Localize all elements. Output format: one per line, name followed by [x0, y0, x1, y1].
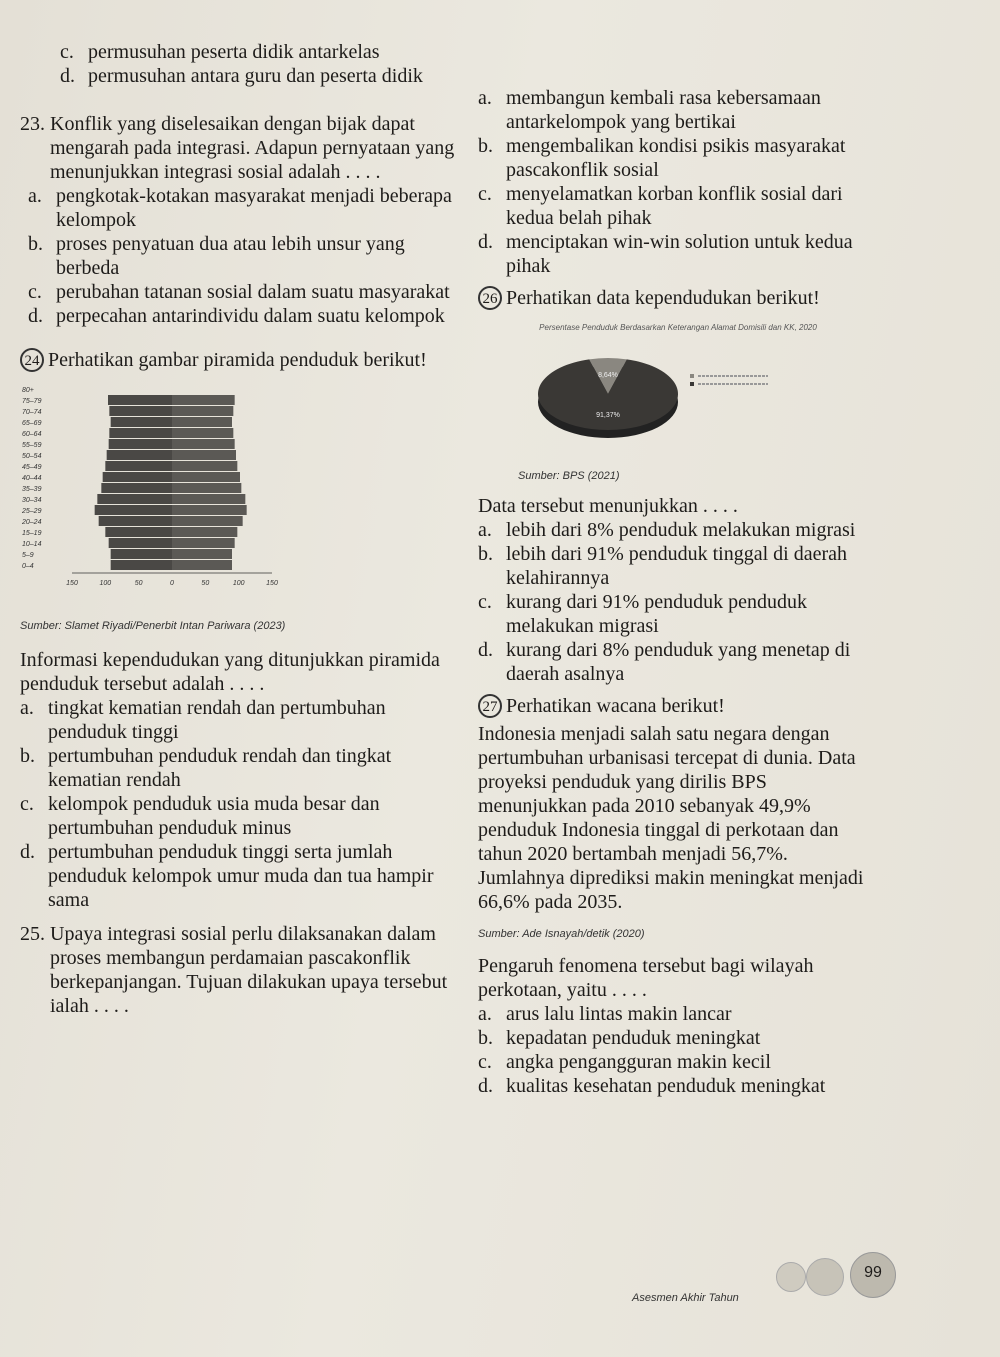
q25-option-c: c. menyelamatkan korban konflik sosial dari kedua belah pihak [478, 183, 843, 229]
question-number-badge: 26 [478, 286, 502, 310]
q23-option-a: a. pengkotak-kotakan masyarakat menjadi beberapa kelompok [28, 185, 452, 231]
question-number-badge: 24 [20, 348, 44, 372]
pyramid-bar-left [111, 417, 172, 427]
migration-pie-chart [518, 344, 818, 454]
pyramid-age-label: 10–14 [22, 541, 42, 548]
decor-circle-icon [806, 1258, 844, 1296]
decor-circle-icon [776, 1262, 806, 1292]
pyramid-tick-label: 0 [170, 580, 174, 587]
question-26: 26 Perhatikan data kependudukan berikut! [478, 286, 878, 310]
question-23: 23. Konflik yang diselesaikan dengan bijak dapat mengarah pada integrasi. Adapun pernyataan yang menunjukkan integrasi sosial adalah . . . . [20, 113, 455, 183]
pyramid-bar-right [172, 527, 237, 537]
pyramid-bar-left [103, 472, 172, 482]
q27-source: Sumber: Ade Isnayah/detik (2020) [478, 928, 645, 940]
pyramid-tick-label: 150 [266, 580, 278, 587]
pie-legend-swatch [690, 382, 694, 386]
pyramid-age-label: 75–79 [22, 398, 42, 405]
pyramid-tick-label: 50 [134, 580, 143, 587]
pyramid-age-label: 55–59 [22, 442, 42, 449]
pyramid-bar-left [109, 538, 172, 548]
q24-option-c: c. kelompok penduduk usia muda besar dan pertumbuhan penduduk minus [20, 793, 380, 839]
pyramid-tick-label: 150 [66, 580, 78, 587]
pyramid-tick-label: 50 [201, 580, 210, 587]
q27-option-d: d. kualitas kesehatan penduduk meningkat [478, 1075, 826, 1097]
pyramid-bar-right [172, 549, 232, 559]
q26-option-b: b. lebih dari 91% penduduk tinggal di daerah kelahirannya [478, 543, 848, 589]
pyramid-bar-left [108, 395, 172, 405]
pyramid-tick-label: 100 [232, 580, 245, 587]
pie-source: Sumber: BPS (2021) [518, 470, 620, 482]
question-number-badge: 27 [478, 694, 502, 718]
pie-slice-label: 91,37% [596, 411, 620, 419]
pyramid-bar-right [172, 516, 243, 526]
pyramid-age-label: 65–69 [22, 420, 42, 427]
q24-option-b: b. pertumbuhan penduduk rendah dan tingkat kematian rendah [20, 745, 392, 791]
pyramid-bar-right [172, 439, 235, 449]
pyramid-age-label: 45–49 [22, 464, 42, 471]
pyramid-age-label: 40–44 [22, 475, 42, 482]
pyramid-bar-left [105, 461, 172, 471]
pyramid-bar-right [172, 461, 237, 471]
population-pyramid-chart [20, 376, 280, 606]
page-number: 99 [864, 1264, 882, 1281]
question-27: 27 Perhatikan wacana berikut! [478, 694, 878, 718]
footer-label: Asesmen Akhir Tahun [632, 1292, 739, 1304]
pie-legend-swatch [690, 374, 694, 378]
pyramid-age-label: 70–74 [22, 409, 42, 416]
q25-option-b: b. mengembalikan kondisi psikis masyarakat pascakonflik sosial [478, 135, 846, 181]
q24-prompt: Informasi kependudukan yang ditunjukkan piramida penduduk tersebut adalah . . . . [20, 649, 440, 695]
q27-option-b: b. kepadatan penduduk meningkat [478, 1027, 761, 1049]
question-24: 24 Perhatikan gambar piramida penduduk berikut! [20, 348, 460, 372]
pyramid-bar-left [99, 516, 172, 526]
pie-slice-label: 8,64% [598, 372, 618, 380]
left-column [20, 40, 460, 1018]
q23-option-d: d. perpecahan antarindividu dalam suatu kelompok [28, 305, 445, 327]
pyramid-bar-right [172, 450, 236, 460]
pyramid-age-label: 5–9 [22, 552, 34, 559]
pyramid-bar-left [105, 527, 172, 537]
pyramid-age-label: 30–34 [22, 497, 42, 504]
q25-option-d: d. menciptakan win-win solution untuk kedua pihak [478, 231, 853, 277]
pyramid-bar-right [172, 417, 232, 427]
pyramid-bar-left [107, 450, 172, 460]
pyramid-bar-right [172, 472, 240, 482]
pyramid-bar-left [111, 560, 172, 570]
q27-option-a: a. arus lalu lintas makin lancar [478, 1003, 732, 1025]
q23-option-b: b. proses penyatuan dua atau lebih unsur yang berbeda [28, 233, 405, 279]
pyramid-bar-left [95, 505, 172, 515]
q25-option-a: a. membangun kembali rasa kebersamaan antarkelompok yang bertikai [478, 87, 821, 133]
pyramid-age-label: 15–19 [22, 530, 42, 537]
pyramid-bar-left [109, 406, 172, 416]
pyramid-age-label: 35–39 [22, 486, 42, 493]
pyramid-bar-right [172, 428, 233, 438]
q27-passage: Indonesia menjadi salah satu negara dengan pertumbuhan urbanisasi tercepat di dunia. Data proyeksi penduduk yang dirilis BPS menunjukkan pada 2010 sebanyak 49,9% penduduk Indonesia tinggal di perkotaan dan tahun 2020 bertambah menjadi 56,7%. Jumlahnya diprediksi makin meningkat menjadi 66,6% pada 2035. [478, 723, 864, 913]
pyramid-bar-right [172, 560, 232, 570]
pyramid-bar-left [109, 439, 172, 449]
pyramid-age-label: 60–64 [22, 431, 42, 438]
q26-option-a: a. lebih dari 8% penduduk melakukan migrasi [478, 519, 856, 541]
pyramid-bar-left [97, 494, 172, 504]
pyramid-bar-right [172, 483, 241, 493]
pie-title: Persentase Penduduk Berdasarkan Keterangan Alamat Domisili dan KK, 2020 [539, 323, 817, 332]
q27-option-c: c. angka pengangguran makin kecil [478, 1051, 771, 1073]
q26-prompt: Data tersebut menunjukkan . . . . [478, 495, 738, 517]
pyramid-bar-right [172, 505, 247, 515]
pyramid-bar-right [172, 494, 245, 504]
q24-option-a: a. tingkat kematian rendah dan pertumbuhan penduduk tinggi [20, 697, 386, 743]
pyramid-bar-left [101, 483, 172, 493]
right-column [478, 86, 878, 1098]
pyramid-bar-right [172, 395, 235, 405]
pyramid-age-label: 0–4 [22, 563, 34, 570]
pyramid-age-label: 80+ [22, 387, 34, 394]
pyramid-bar-left [111, 549, 172, 559]
q22-option-d: d. permusuhan antara guru dan peserta didik [60, 65, 423, 87]
q26-option-c: c. kurang dari 91% penduduk penduduk melakukan migrasi [478, 591, 808, 637]
pyramid-age-label: 25–29 [22, 508, 42, 515]
q22-option-c: c. permusuhan peserta didik antarkelas [60, 41, 380, 63]
q24-option-d: d. pertumbuhan penduduk tinggi serta jumlah penduduk kelompok umur muda dan tua hampir sama [20, 841, 434, 911]
question-25: 25. Upaya integrasi sosial perlu dilaksanakan dalam proses membangun perdamaian pascakonflik berkepanjangan. Tujuan dilakukan upaya tersebut ialah . . . . [20, 923, 448, 1017]
pyramid-bar-right [172, 538, 235, 548]
pyramid-bar-right [172, 406, 233, 416]
q26-option-d: d. kurang dari 8% penduduk yang menetap di daerah asalnya [478, 639, 851, 685]
pyramid-age-label: 50–54 [22, 453, 42, 460]
pyramid-tick-label: 100 [99, 580, 112, 587]
pyramid-source: Sumber: Slamet Riyadi/Penerbit Intan Pariwara (2023) [20, 620, 286, 632]
pyramid-age-label: 20–24 [22, 519, 42, 526]
pyramid-bar-left [109, 428, 172, 438]
q27-prompt: Pengaruh fenomena tersebut bagi wilayah perkotaan, yaitu . . . . [478, 955, 814, 1001]
q23-option-c: c. perubahan tatanan sosial dalam suatu masyarakat [28, 281, 450, 303]
